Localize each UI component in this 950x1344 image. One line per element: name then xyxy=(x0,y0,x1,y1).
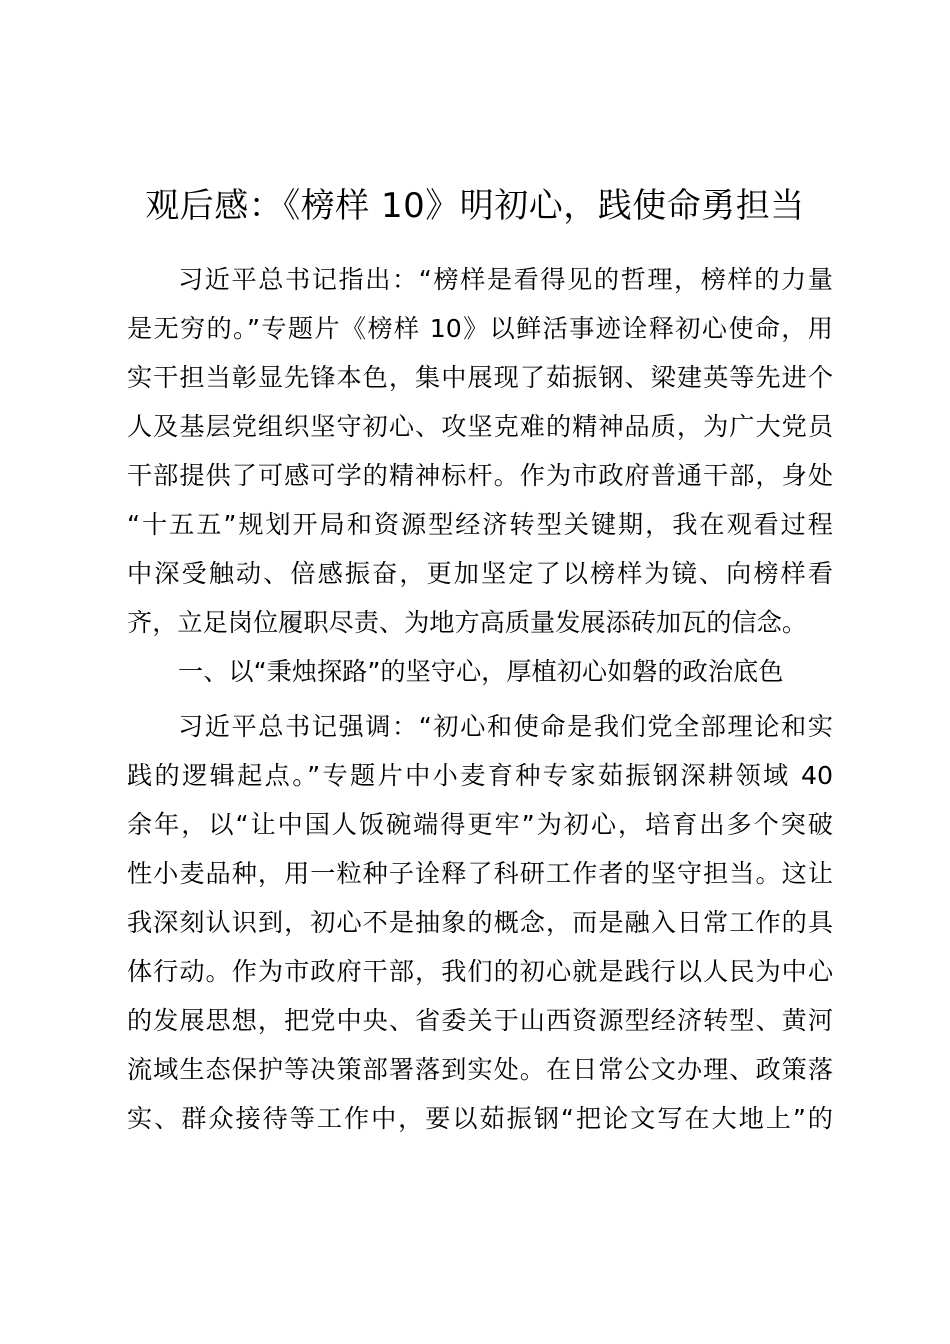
paragraph-2-line-1: 习近平总书记强调：“初心和使命是我们党全部理论和实 xyxy=(178,712,833,741)
paragraph-1-line-3: 实干担当彰显先锋本色，集中展现了茹振钢、梁建英等先进个 xyxy=(127,363,833,392)
document-title: 观后感：《榜样 10》明初心，践使命勇担当 xyxy=(145,186,805,226)
paragraph-1-line-6: “十五五”规划开局和资源型经济转型关键期，我在观看过程 xyxy=(127,510,833,539)
paragraph-2-line-7: 的发展思想，把党中央、省委关于山西资源型经济转型、黄河 xyxy=(127,1006,833,1035)
paragraph-2-line-5: 我深刻认识到，初心不是抽象的概念，而是融入日常工作的具 xyxy=(127,908,833,937)
paragraph-2-line-2: 践的逻辑起点。”专题片中小麦育种专家茹振钢深耕领域 40 xyxy=(127,761,833,790)
paragraph-1-line-5: 干部提供了可感可学的精神标杆。作为市政府普通干部，身处 xyxy=(127,461,833,490)
paragraph-1-line-8: 齐，立足岗位履职尽责、为地方高质量发展添砖加瓦的信念。 xyxy=(127,608,808,637)
paragraph-2-line-8: 流域生态保护等决策部署落到实处。在日常公文办理、政策落 xyxy=(127,1055,833,1084)
paragraph-2-line-9: 实、群众接待等工作中，要以茹振钢“把论文写在大地上”的 xyxy=(127,1104,833,1133)
paragraph-2-line-6: 体行动。作为市政府干部，我们的初心就是践行以人民为中心 xyxy=(127,957,833,986)
paragraph-1-line-4: 人及基层党组织坚守初心、攻坚克难的精神品质，为广大党员 xyxy=(127,412,833,441)
paragraph-2-line-4: 性小麦品种，用一粒种子诠释了科研工作者的坚守担当。这让 xyxy=(127,859,833,888)
paragraph-2-line-3: 余年，以“让中国人饭碗端得更牢”为初心，培育出多个突破 xyxy=(127,810,833,839)
section-heading-1: 一、以“秉烛探路”的坚守心，厚植初心如磐的政治底色 xyxy=(178,657,784,686)
paragraph-1-line-7: 中深受触动、倍感振奋，更加坚定了以榜样为镜、向榜样看 xyxy=(127,559,833,588)
paragraph-1-line-2: 是无穷的。”专题片《榜样 10》以鲜活事迹诠释初心使命，用 xyxy=(127,314,833,343)
paragraph-1-line-1: 习近平总书记指出：“榜样是看得见的哲理，榜样的力量 xyxy=(178,265,833,294)
